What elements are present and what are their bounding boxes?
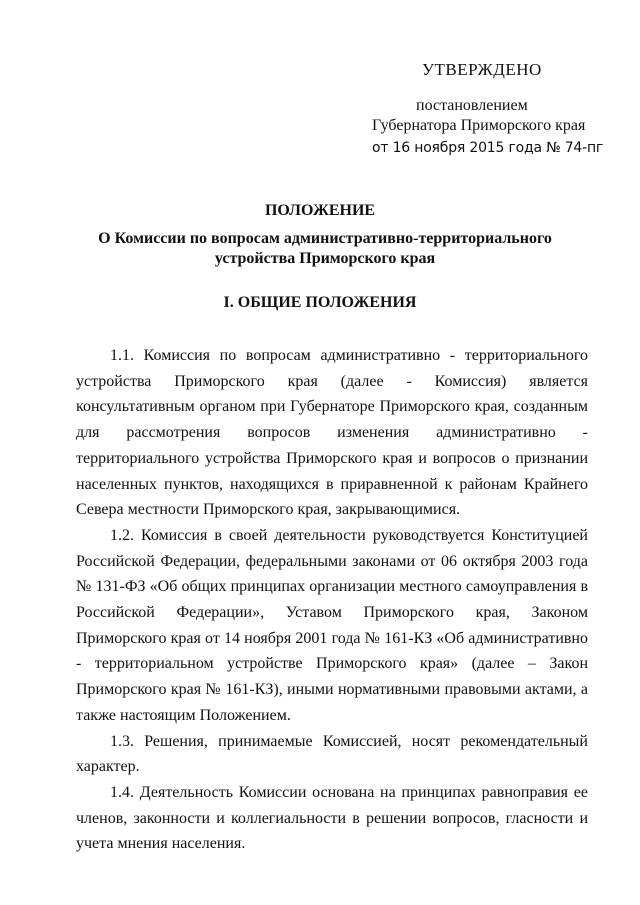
approval-line-date-number: от 16 ноября 2015 года № 74-пг: [372, 140, 604, 156]
paragraph-1-1: 1.1. Комиссия по вопросам административно - территориального устройства Приморского края (далее - Комиссия) является консультативным органом при Губернаторе Приморского края, созданным для рассмотрения вопросов изменения административно - территориального устройства Приморского края и вопросов о признании населенных пунктов, находящихся в приравненной к районам Крайнего Севера местности Приморского края, закрывающимися.: [76, 347, 588, 519]
approval-line-decree: постановлением: [416, 97, 528, 114]
document-subtitle: О Комиссии по вопросам административно-территориального устройства Приморского края: [98, 230, 552, 267]
document-title: ПОЛОЖЕНИЕ: [264, 202, 376, 219]
approval-block: [372, 96, 622, 158]
section-heading: I. ОБЩИЕ ПОЛОЖЕНИЯ: [223, 294, 417, 311]
approval-line-governor: Губернатора Приморского края: [372, 117, 586, 134]
approval-stamp-title: УТВЕРЖДЕНО: [422, 60, 542, 79]
document-body: [76, 343, 588, 857]
paragraph-1-2: 1.2. Комиссия в своей деятельности руководствуется Конституцией Российской Федерации, федеральными законами от 06 октября 2003 года № 131-ФЗ «Об общих принципах организации местного самоуправления в Российской Федерации», Уставом Приморского края, Законом Приморского края от 14 ноября 2001 года № 161-КЗ «Об административно - территориальном устройстве Приморского края» (далее – Закон Приморского края № 161-КЗ), иными нормативными правовыми актами, а также настоящим Положением.: [76, 526, 588, 724]
paragraph-1-3: 1.3. Решения, принимаемые Комиссией, носят рекомендательный характер.: [76, 732, 588, 776]
paragraph-1-4: 1.4. Деятельность Комиссии основана на принципах равноправия ее членов, законности и коллегиальности в решении вопросов, гласности и учета мнения населения.: [76, 783, 588, 853]
